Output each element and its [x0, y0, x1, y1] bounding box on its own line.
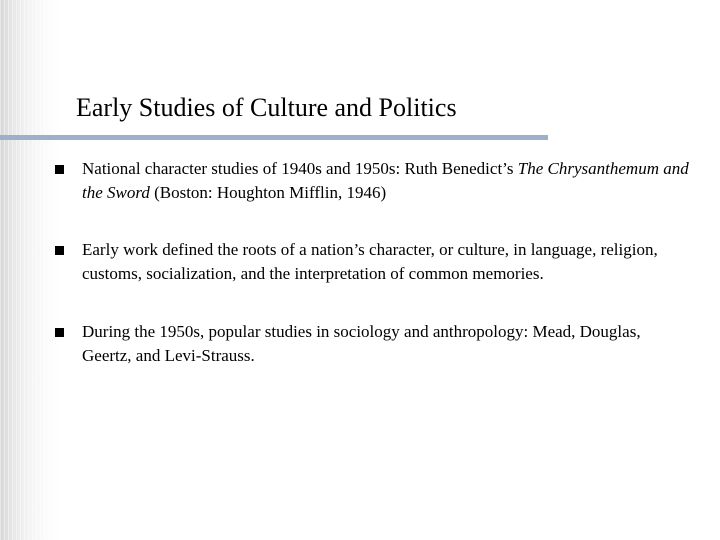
bullet-item-1: [52, 157, 692, 205]
square-bullet-icon: [55, 328, 64, 337]
bullet-item-2: [52, 238, 692, 286]
bullet-list: [52, 157, 692, 401]
title-rule: [0, 135, 548, 140]
bullet-item-3: [52, 320, 692, 368]
square-bullet-icon: [55, 246, 64, 255]
book-title: The Chrysanthemum and the Sword: [82, 159, 689, 202]
bullet-text-continued: (Boston: Houghton Mifflin, 1946): [149, 183, 387, 202]
square-bullet-icon: [55, 165, 64, 174]
bullet-text: During the 1950s, popular studies in sociology and anthropology: Mead, Douglas, Geertz, and Levi-Strauss.: [82, 322, 641, 365]
bullet-text: National character studies of 1940s and 1950s: Ruth Benedict’s: [82, 159, 518, 178]
bullet-text: Early work defined the roots of a nation’s character, or culture, in language, religion, customs, socialization, and the interpretation of common memories.: [82, 240, 658, 283]
slide-title: Early Studies of Culture and Politics: [76, 93, 457, 122]
